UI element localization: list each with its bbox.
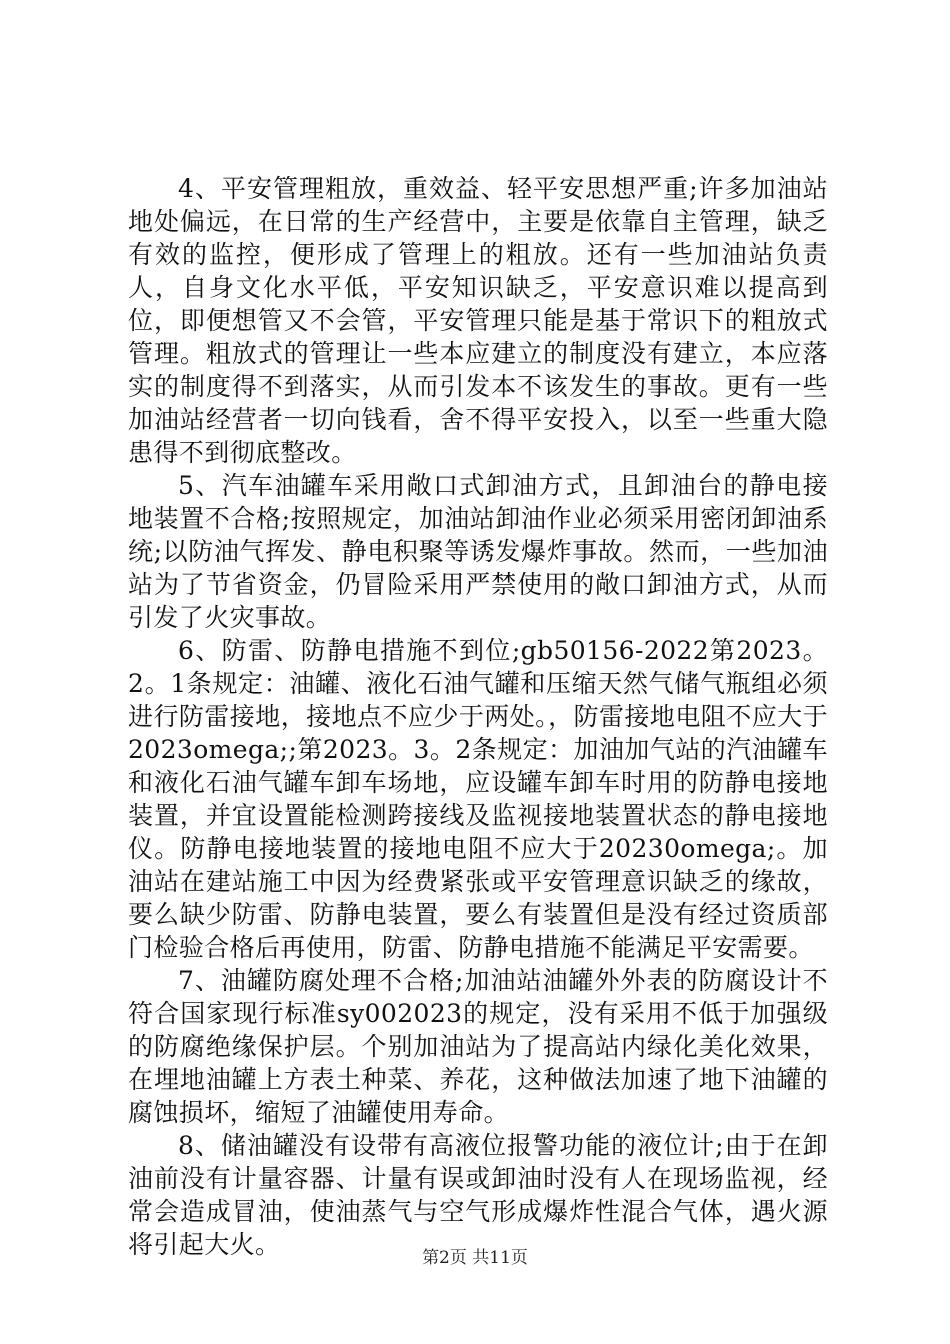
paragraph-item-6: 6、防雷、防静电措施不到位;gb50156-2022第2023。2。1条规定：油罐、液化石油气罐和压缩天然气储气瓶组必须进行防雷接地，接地点不应少于两处。，防雷接地电阻不应大于2023omega;;第2023。3。2条规定：加油加气站的汽油罐车和液化石油气罐车卸车场地，应设罐车卸车时用的防静电接地装置，并宜设置能检测跨接线及监视接地装置状态的静电接地仪。防静电接地装置的接地电阻不应大于20230omega;。加油站在建站施工中因为经费紧张或平安管理意识缺乏的缘故，要么缺少防雷、防静电装置，要么有装置但是没有经过资质部门检验合格后再使用，防雷、防静电措施不能满足平安需要。 [128, 636, 828, 962]
paragraph-item-7: 7、油罐防腐处理不合格;加油站油罐外外表的防腐设计不符合国家现行标准sy002023的规定，没有采用不低于加强级的防腐绝缘保护层。个别加油站为了提高站内绿化美化效果，在埋地油罐上方表土种菜、养花，这种做法加速了地下油罐的腐蚀损坏，缩短了油罐使用寿命。 [128, 966, 828, 1127]
paragraph-item-4: 4、平安管理粗放，重效益、轻平安思想严重;许多加油站地处偏远，在日常的生产经营中，主要是依靠自主管理，缺乏有效的监控，便形成了管理上的粗放。还有一些加油站负责人，自身文化水平低，平安知识缺乏，平安意识难以提高到位，即便想管又不会管，平安管理只能是基于常识下的粗放式管理。粗放式的管理让一些本应建立的制度没有建立，本应落实的制度得不到落实，从而引发本不该发生的事故。更有一些加油站经营者一切向钱看，舍不得平安投入，以至一些重大隐患得不到彻底整改。 [128, 174, 828, 467]
paragraph-item-8: 8、储油罐没有设带有高液位报警功能的液位计;由于在卸油前没有计量容器、计量有误或卸油时没有人在现场监视，经常会造成冒油，使油蒸气与空气形成爆炸性混合气体，遇火源将引起大火。 [128, 1131, 828, 1259]
paragraph-item-5: 5、汽车油罐车采用敞口式卸油方式，且卸油台的静电接地装置不合格;按照规定，加油站卸油作业必须采用密闭卸油系统;以防油气挥发、静电积聚等诱发爆炸事故。然而，一些加油站为了节省资金，仍冒险采用严禁使用的敞口卸油方式，从而引发了火灾事故。 [128, 471, 828, 632]
page-number-footer: 第2页 共11页 [422, 1248, 528, 1268]
document-body [128, 172, 828, 1261]
